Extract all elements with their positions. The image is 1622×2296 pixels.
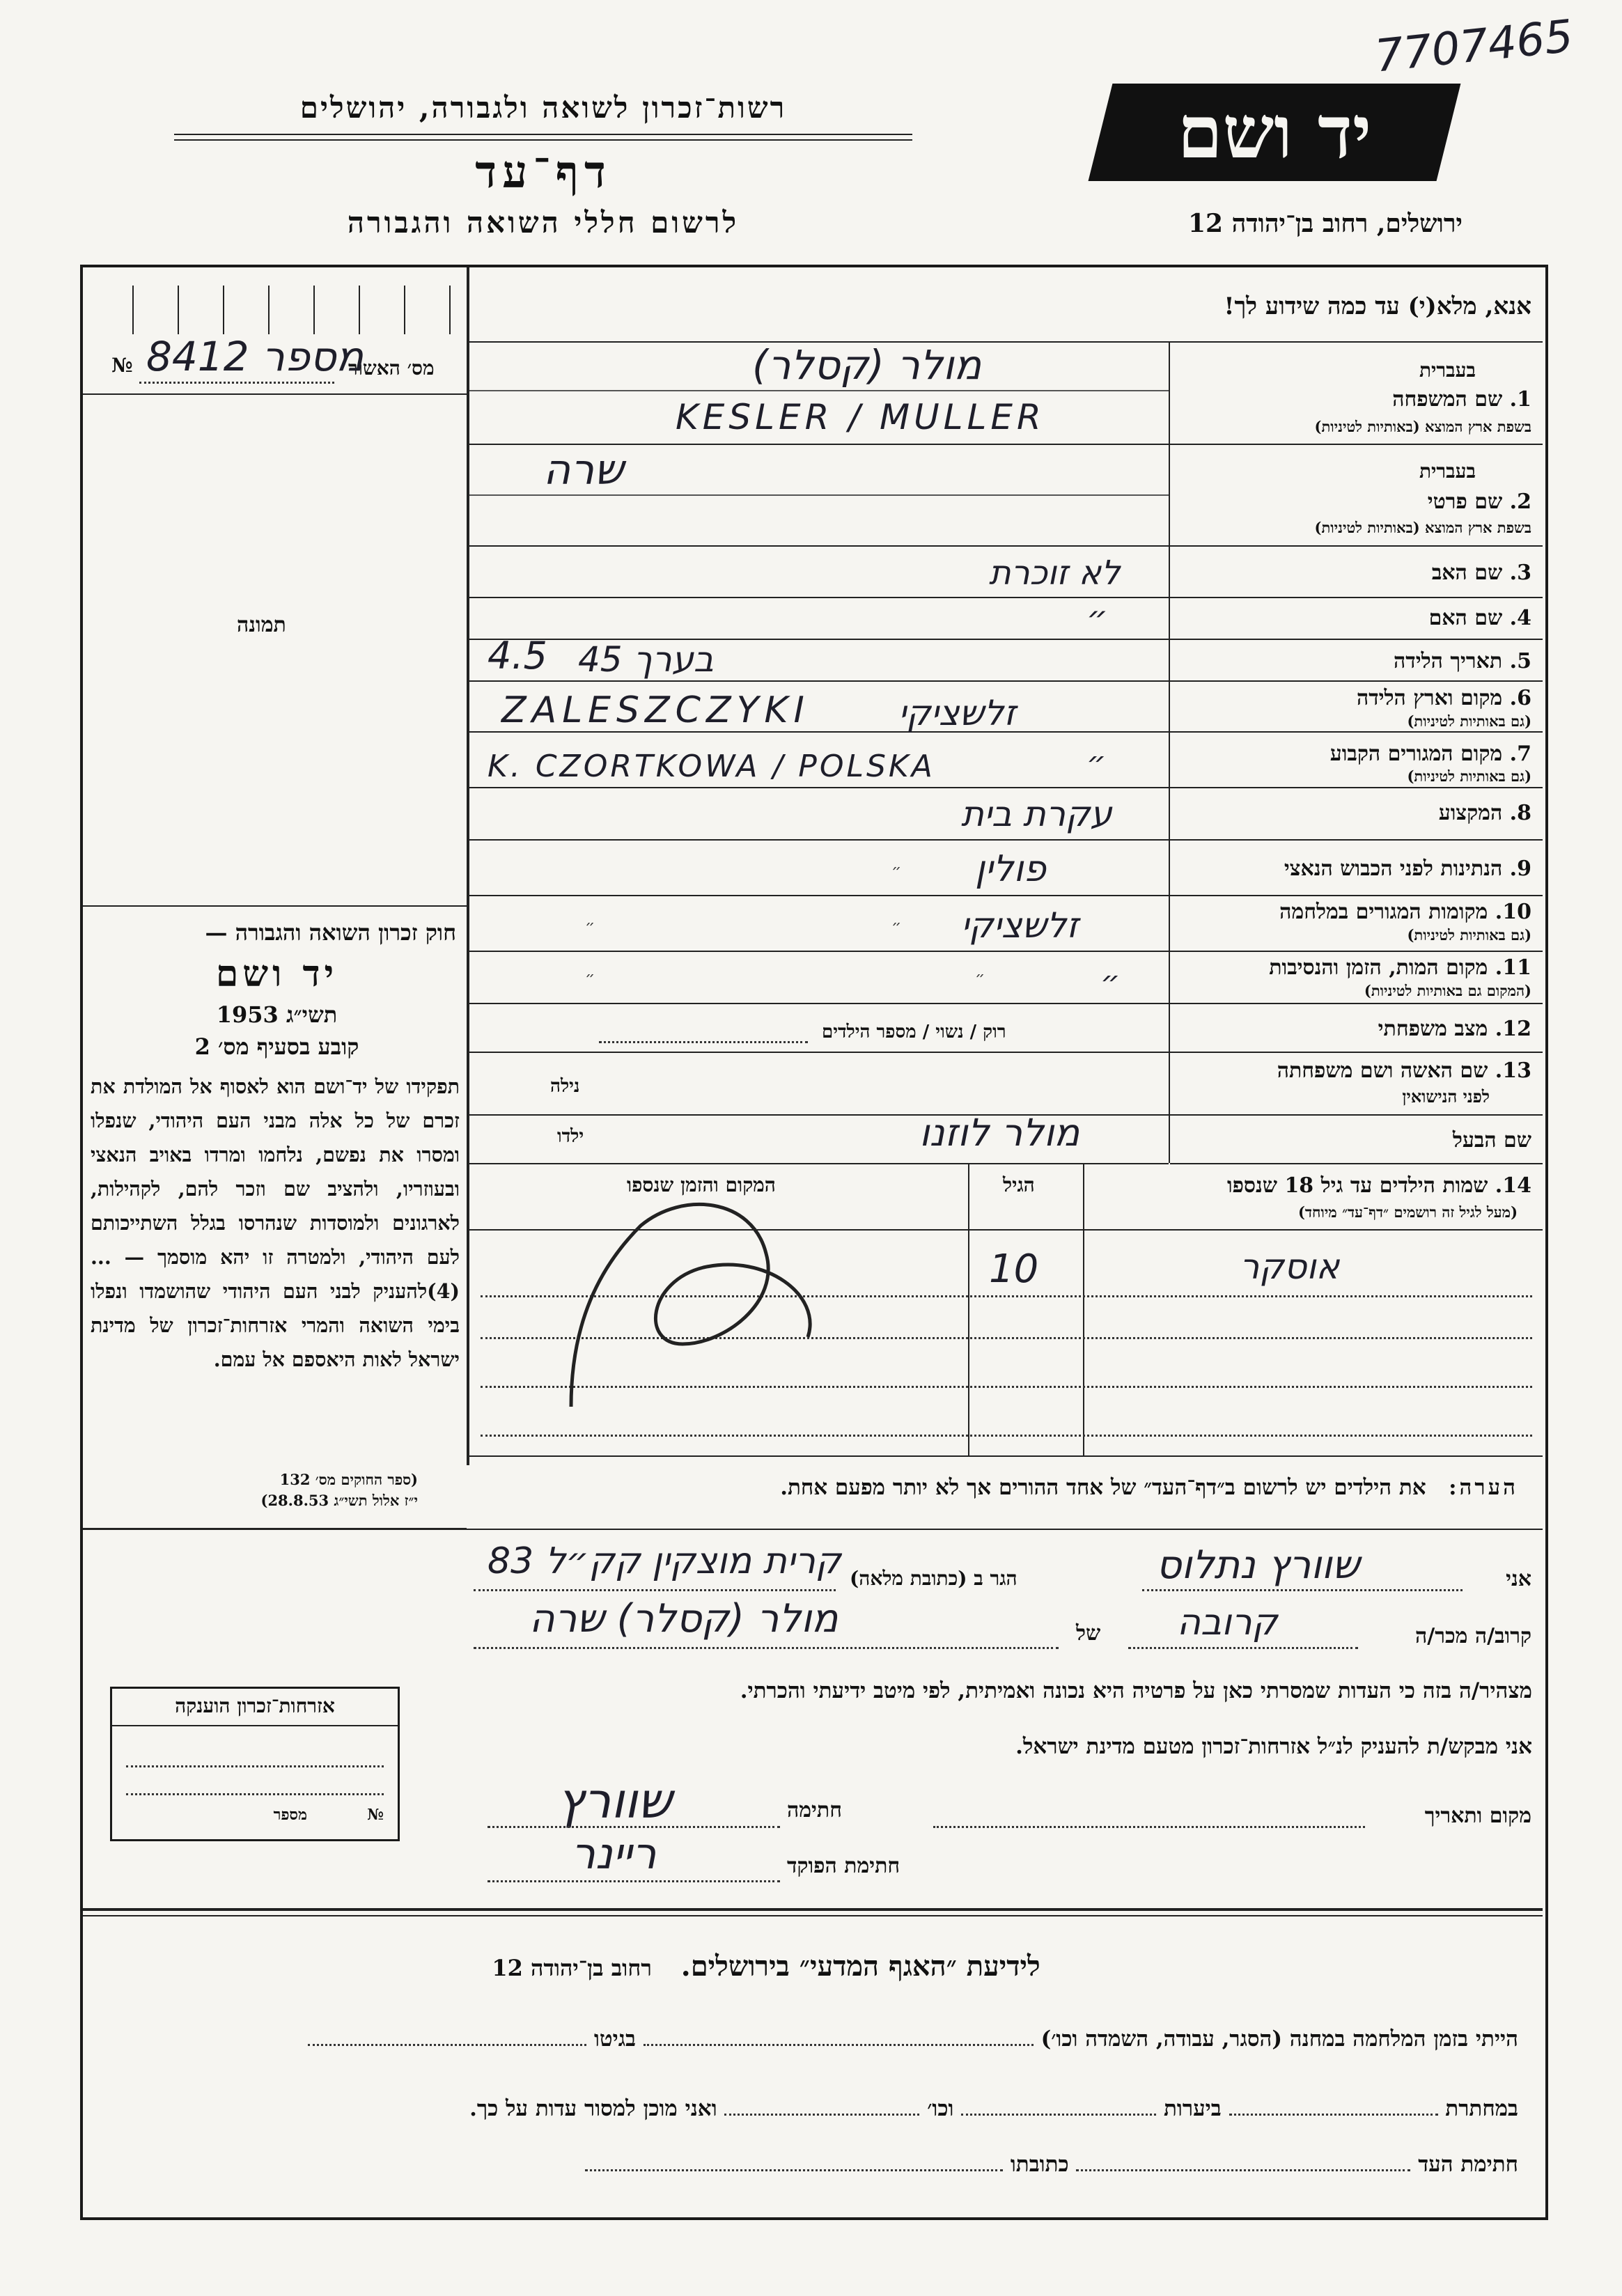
note-row: [481, 1475, 1518, 1500]
children-place-header: המקום והזמן שנספו: [627, 1173, 776, 1196]
authority-underline-2: [174, 139, 912, 141]
bottom-underground: במחתרת: [1445, 2096, 1518, 2121]
note-label: הערה:: [1449, 1475, 1518, 1500]
field-12-text: מצב משפחתי: [1378, 1017, 1488, 1041]
law-text: תפקידו של יד־ושם הוא לאסוף אל המולדת את זכרם של כל אלה מבני העם היהודי, שנפלו ומסרו את נפשם, נלחמו ומרדו באויב הנאצי ובעוזריו, ולהציב שם וזכר להם, לקהילות, לארגונים ולמוסדות שנהרסו בגלל השתייכותם לעם היהודי, ולמטרה זו יהא מוסמך — ...(4)להעניק לבני העם היהודי שהושמדו ונפלו בימי השואה והמרי אזרחות־זכרון של מדינת ישראל לאות היאספם אל עמם.: [91, 1075, 460, 1371]
field-8-text: המקצוע: [1438, 801, 1503, 825]
field-9-label: [1284, 857, 1531, 881]
logo-address: ירושלים, רחוב בן־יהודה 12: [1187, 209, 1463, 238]
bottom-line-3: [98, 2152, 1518, 2177]
approval-label: מס׳ האשור: [348, 357, 435, 380]
field-1-latin-value: KESLER / MULLER: [676, 397, 1045, 437]
field-2-hebrew-heading: בעברית: [1419, 460, 1476, 483]
children-label: [1227, 1173, 1531, 1198]
label-column-divider: [1169, 341, 1170, 1163]
law-top-line: [83, 905, 467, 907]
field-1-hebrew-value: מולר (קסלר): [752, 341, 982, 389]
law-year: תשי״ג 1953: [216, 1001, 338, 1028]
field-11-value: ״: [1100, 965, 1121, 1000]
law-source-1: (ספר החוקים מס׳ 132: [279, 1471, 418, 1488]
field-5-num: 5.: [1509, 649, 1531, 673]
bottom-address: רחוב בן־יהודה 12: [492, 1955, 652, 1981]
field-11-text: מקום המות, הזמן והנסיבות: [1269, 955, 1488, 980]
authority-underline: [174, 134, 912, 135]
field-6-text: מקום וארץ הלידה: [1356, 686, 1503, 710]
bottom-witness-sig: חתימת העד: [1418, 2152, 1518, 2177]
field-2-sub: בשפת ארץ המוצא (באותיות לטיניות): [1314, 519, 1531, 536]
children-age-header: הגיל: [1003, 1173, 1035, 1196]
field-10-sub: (גם באותיות לטיניות): [1407, 926, 1531, 944]
field-5-label: [1394, 649, 1531, 673]
bottom-section-line: [83, 1908, 1543, 1911]
intro-line: [469, 341, 1543, 343]
born-label: נילה: [550, 1076, 580, 1097]
field-7-num: 7.: [1509, 742, 1531, 766]
children-text: שמות הילדים עד גיל 18 שנספו: [1226, 1173, 1488, 1198]
field-13-text: שם האשה ושם משפחתה: [1277, 1059, 1488, 1083]
marital-children-dots: [599, 1041, 808, 1043]
field-1-hebrew-heading: בעברית: [1419, 359, 1476, 382]
field-11-label: [1269, 955, 1531, 980]
law-title: חוק זכרון השואה והגבורה —: [205, 919, 456, 946]
handwritten-file-number: 7707465: [1372, 10, 1576, 83]
field-8-label: [1439, 801, 1531, 825]
form-title: דף־עד: [475, 146, 611, 198]
field-8-num: 8.: [1509, 801, 1531, 825]
field-6-value: זלשציקי: [898, 693, 1016, 733]
field-10-value: זלשציקי: [961, 905, 1079, 946]
field-6-label: [1357, 686, 1531, 710]
approval-bottom-line: [83, 393, 467, 395]
field-4-text: שם האם: [1428, 606, 1503, 630]
husband-label: שם הבעל: [1452, 1128, 1531, 1153]
note-text: את הילדים יש לרשום ב״דף־העד״ של אחד ההורים אך לא יותר מפעם אחת.: [780, 1475, 1426, 1500]
field-3-num: 3.: [1509, 561, 1531, 585]
field-9-value: פולין: [975, 848, 1046, 890]
children-num: 14.: [1495, 1173, 1531, 1198]
decl-place-date-label: מקום ותאריך: [1424, 1804, 1531, 1828]
field-11-num: 11.: [1495, 955, 1531, 980]
field-2-text: שם פרטי: [1427, 490, 1503, 514]
children-sub: (מעל לגיל זה רושמים ״דף־עד״ מיוחד): [1297, 1203, 1518, 1221]
decl-officer-label: חתימת הפוקד: [787, 1854, 900, 1878]
decl-i-label: אני: [1506, 1567, 1531, 1591]
field-6-num: 6.: [1509, 686, 1531, 710]
logo-text: יד ושם: [1177, 89, 1372, 175]
field-12-label: [1378, 1017, 1531, 1041]
field-5-value: בערך 45: [578, 639, 714, 680]
field-10-label: [1279, 900, 1531, 924]
law-source-2: י״ז אלול תשי״ג 28.8.53): [260, 1492, 418, 1509]
law-clause: קובע בסעיף מס׳ 2: [194, 1033, 359, 1060]
field-13-sub: לפני הנישואין: [1402, 1086, 1490, 1107]
field-1-text: שם המשפחה: [1392, 387, 1503, 412]
decl-i-value: שוורץ נתלוס: [1156, 1543, 1360, 1588]
field-13-label: [1277, 1059, 1531, 1083]
field-2-label: [1428, 490, 1531, 514]
diagonal-strike: [543, 1184, 933, 1421]
approval-value: מספר 8412: [146, 333, 364, 380]
field-3-text: שם האב: [1431, 561, 1503, 585]
field-5-text: תאריך הלידה: [1394, 649, 1503, 673]
decl-relative-value: קרובה: [1177, 1602, 1278, 1643]
bottom-line-1-text: הייתי בזמן המלחמה במחנה (הסגר, עבודה, השמדה וכו׳): [1040, 2026, 1518, 2052]
marital-options: רוק / נשוי / מספר הילדים: [822, 1022, 1006, 1042]
decl-of-value: מולר (קסלר) שרה: [529, 1596, 839, 1641]
field-10-text: מקומות המגורים במלחמה: [1279, 900, 1488, 924]
decl-addr-value: קרית מוצקין קק״ל 83: [488, 1540, 841, 1582]
field-10-num: 10.: [1495, 900, 1531, 924]
decl-signature-label: חתימה: [787, 1798, 842, 1822]
children-divider-2: [968, 1163, 969, 1455]
intro-text: אנא, מלא(י) עד כמה שידוע לך!: [1224, 292, 1531, 320]
note-bottom-line: [83, 1529, 1543, 1530]
field-4-value: ״: [1086, 599, 1108, 638]
bottom-title: לידיעת ״האגף המדעי״ בירושלים.: [680, 1950, 1040, 1983]
bottom-etc: וכו׳: [927, 2096, 954, 2121]
decl-of-label: של: [1076, 1621, 1101, 1646]
field-8-value: עקרת בית: [961, 794, 1112, 834]
child-1-name: אוסקר: [1240, 1247, 1340, 1287]
decl-addr-label: הגר ב (כתובת מלאה): [850, 1567, 1017, 1590]
child-1-age: 10: [989, 1247, 1039, 1292]
field-11-sub: (המקום גם באותיות לטיניות): [1364, 982, 1531, 999]
field-7-latin-value: K. CZORTKOWA / POLSKA: [488, 749, 935, 784]
approval-dotted-line: [139, 382, 334, 384]
field-1-sub: בשפת ארץ המוצא (באותיות לטיניות): [1314, 418, 1531, 435]
bottom-ghetto: בגיטו: [594, 2026, 636, 2052]
bottom-forests: ביערות: [1164, 2096, 1222, 2121]
field-12-num: 12.: [1495, 1017, 1531, 1041]
field-7-sub: (גם באותיות לטיניות): [1407, 767, 1531, 785]
left-column-divider: [467, 267, 469, 1465]
field-4-label: [1429, 606, 1531, 630]
husband-value: מולר לוזנו: [919, 1111, 1080, 1155]
born-label-2: ילדו: [557, 1126, 584, 1147]
citizenship-box: אזרחות־זכרון הוענקה מספר №: [110, 1687, 400, 1841]
field-7-value: ״: [1086, 745, 1107, 781]
decl-relative-label: קרוב/ה מכר/ה: [1415, 1624, 1531, 1648]
bottom-section-line-2: [83, 1915, 1543, 1916]
note-top-line: [469, 1455, 1543, 1457]
field-6-sub: (גם באותיות לטיניות): [1407, 712, 1531, 730]
field-7-text: מקום המגורים הקבוע: [1329, 742, 1503, 766]
approval-tick-boxes: [104, 286, 453, 334]
field-3-value: לא זוכרת: [989, 554, 1121, 593]
field-1-label: [1392, 387, 1531, 412]
citizenship-title: אזרחות־זכרון הוענקה: [175, 1694, 335, 1717]
approval-no-symbol: №: [111, 354, 133, 377]
law-name: יד ושם: [215, 953, 338, 995]
bottom-testify: ואני מוכן למסור עדות על כך.: [469, 2096, 717, 2121]
field-1-num: 1.: [1509, 387, 1531, 412]
field-7-label: [1330, 742, 1531, 766]
bottom-line-1: [98, 2026, 1518, 2052]
field-4-num: 4.: [1509, 606, 1531, 630]
bottom-title-row: [279, 1950, 1254, 1983]
bottom-address-label: כתובתו: [1010, 2152, 1069, 2177]
decl-statement: מצהיר/ה בזה כי העדות שמסרתי כאן על פרטיה היא נכונה ואמיתית, לפי מיטב ידיעתי והכרתי.: [740, 1678, 1532, 1703]
bottom-line-2: [98, 2096, 1518, 2121]
field-2-hebrew-value: שרה: [543, 446, 624, 494]
decl-signature-value: שוורץ: [557, 1772, 673, 1829]
children-divider-1: [1083, 1163, 1084, 1455]
form-subtitle: לרשום חללי השואה והגבורה: [347, 205, 740, 240]
field-6-latin-value: ZALESZCZYKI: [501, 689, 810, 731]
citizenship-number: מספר: [273, 1806, 307, 1824]
field-9-text: הנתינות לפני הכבוש הנאצי: [1284, 857, 1503, 881]
yad-vashem-logo: [1089, 84, 1461, 181]
authority-name: רשות־זכרון לשואה ולגבורה, יהושלים: [299, 91, 787, 125]
field-13-num: 13.: [1495, 1059, 1531, 1083]
field-9-num: 9.: [1509, 857, 1531, 881]
field-3-label: [1432, 561, 1531, 585]
photo-label: תמונה: [237, 613, 286, 637]
decl-request: אני מבקש/ת להעניק לנ״ל אזרחות־זכרון מטעם מדינת ישראל.: [1015, 1734, 1532, 1759]
field-5-latin-value: 4.5: [488, 634, 547, 678]
field-2-num: 2.: [1509, 490, 1531, 514]
decl-officer-value: ריינר: [571, 1828, 657, 1879]
